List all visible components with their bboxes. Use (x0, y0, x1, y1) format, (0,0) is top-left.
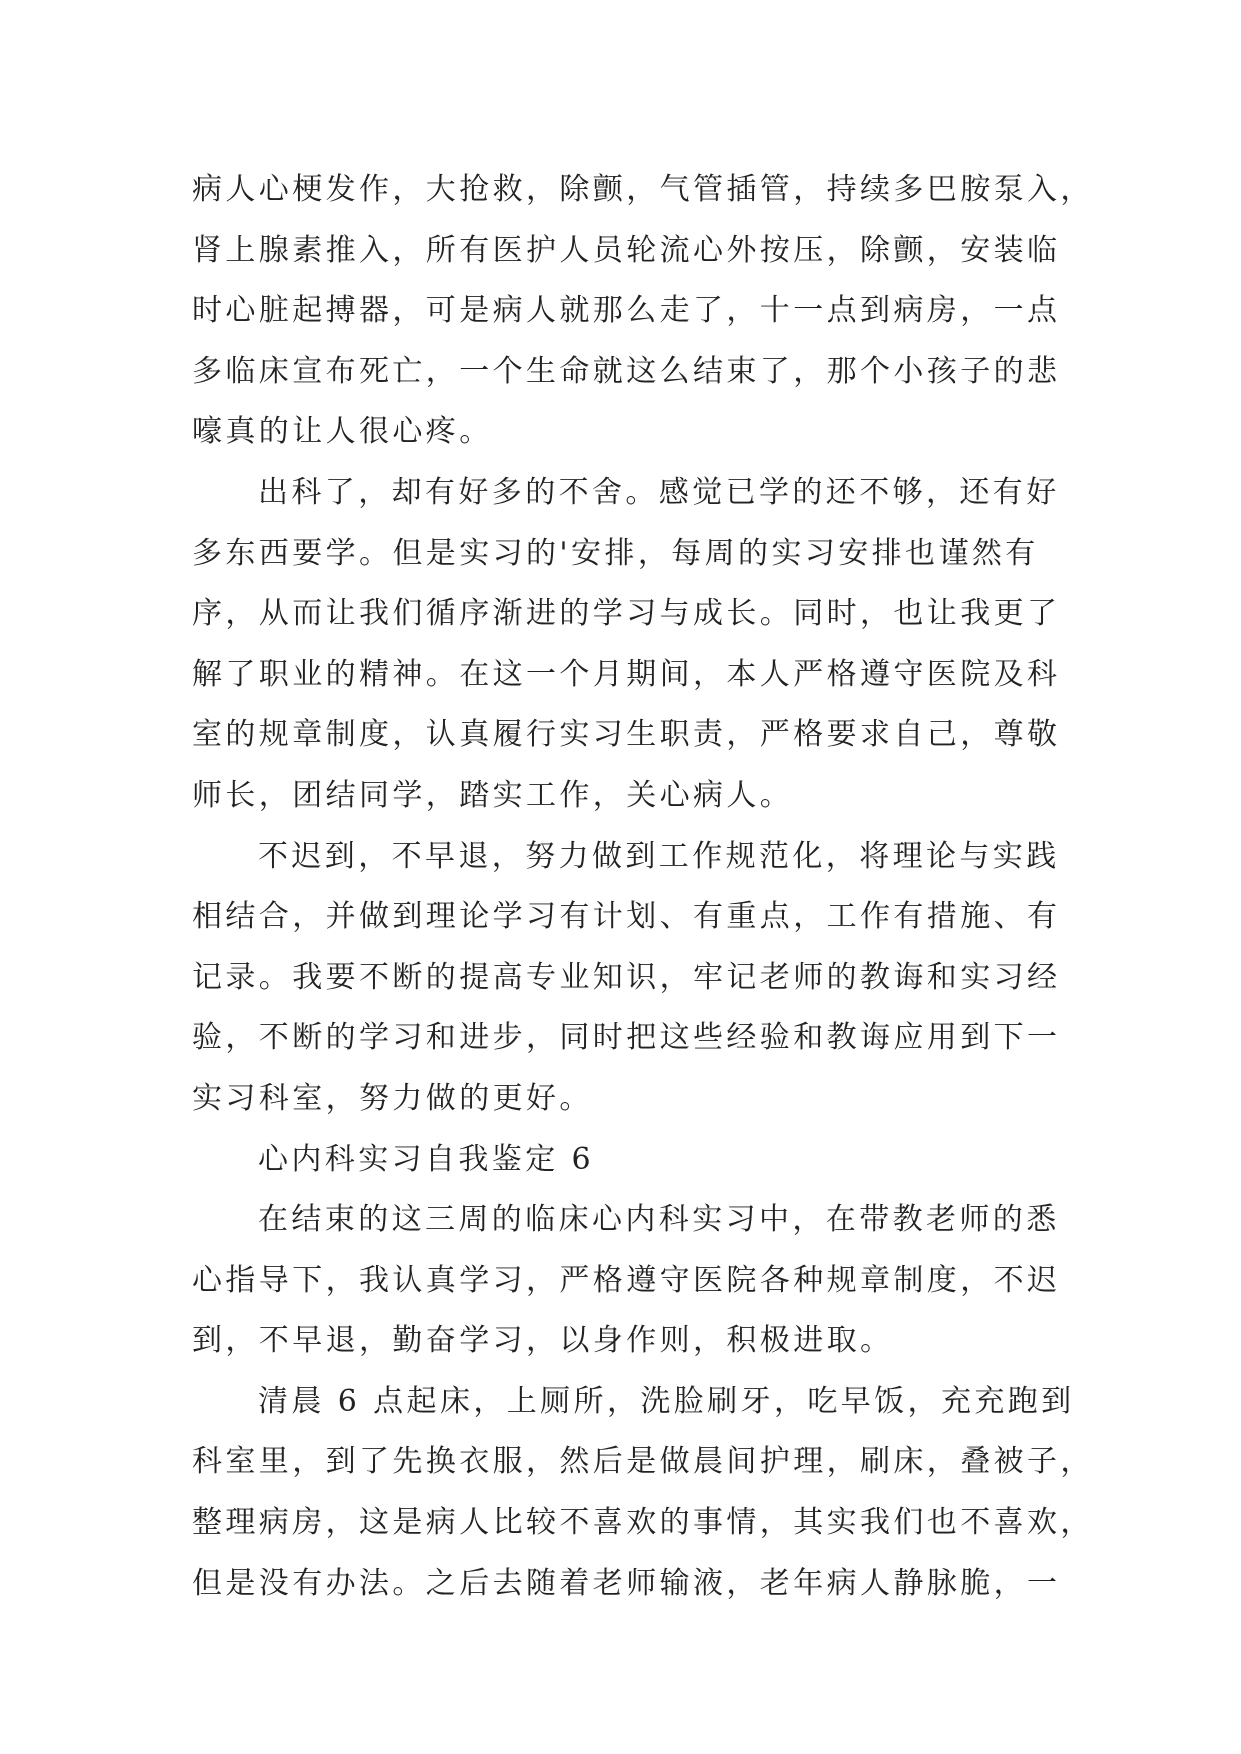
text-line: 但是没有办法。之后去随着老师输液，老年病人静脉脆，一 (192, 1565, 1061, 1601)
text-line: 时心脏起搏器，可是病人就那么走了，十一点到病房，一点 (192, 293, 1061, 329)
text-line: 到，不早退，勤奋学习，以身作则，积极进取。 (192, 1323, 894, 1359)
section-heading (192, 1130, 1052, 1191)
text-line: 在结束的这三周的临床心内科实习中，在带教老师的悉 (258, 1202, 1060, 1238)
document-body (192, 160, 1094, 1614)
text-line: 肾上腺素推入，所有医护人员轮流心外按压，除颤，安装临 (192, 232, 1061, 268)
paragraph (192, 1190, 1061, 1372)
text-line: 科室里，到了先换衣服，然后是做晨间护理，刷床，叠被子， (192, 1444, 1094, 1480)
text-line: 整理病房，这是病人比较不喜欢的事情，其实我们也不喜欢， (192, 1505, 1094, 1541)
text-line: 验，不断的学习和进步，同时把这些经验和教诲应用到下一 (192, 1020, 1061, 1056)
text-line: 记录。我要不断的提高专业知识，牢记老师的教诲和实习经 (192, 959, 1061, 995)
text-line: 多临床宣布死亡，一个生命就这么结束了，那个小孩子的悲 (192, 353, 1061, 389)
text-line: 实习科室，努力做的更好。 (192, 1080, 593, 1116)
paragraph (192, 463, 1061, 827)
text-line: 出科了，却有好多的不舍。感觉已学的还不够，还有好 (258, 474, 1060, 510)
text-line: 清晨 6 点起床，上厕所，洗脸刷牙，吃早饭，充充跑到 (258, 1383, 1075, 1419)
text-line: 解了职业的精神。在这一个月期间，本人严格遵守医院及科 (192, 656, 1061, 692)
paragraph (192, 160, 1094, 463)
text-line: 多东西要学。但是实习的'安排，每周的实习安排也谨然有 (192, 535, 1039, 571)
text-line: 师长，团结同学，踏实工作，关心病人。 (192, 777, 794, 813)
text-line: 相结合，并做到理论学习有计划、有重点，工作有措施、有 (192, 899, 1061, 935)
paragraph (192, 1372, 1094, 1614)
text-line: 嚎真的让人很心疼。 (192, 414, 493, 450)
text-line: 心指导下，我认真学习，严格遵守医院各种规章制度，不迟 (192, 1262, 1061, 1298)
heading-line: 心内科实习自我鉴定 6 (258, 1141, 595, 1177)
text-line: 室的规章制度，认真履行实习生职责，严格要求自己，尊敬 (192, 717, 1061, 753)
paragraph (192, 827, 1061, 1130)
text-line: 病人心梗发作，大抢救，除颤，气管插管，持续多巴胺泵入， (192, 172, 1094, 207)
text-line: 不迟到，不早退，努力做到工作规范化，将理论与实践 (258, 838, 1060, 874)
text-line: 序，从而让我们循序渐进的学习与成长。同时，也让我更了 (192, 596, 1061, 632)
